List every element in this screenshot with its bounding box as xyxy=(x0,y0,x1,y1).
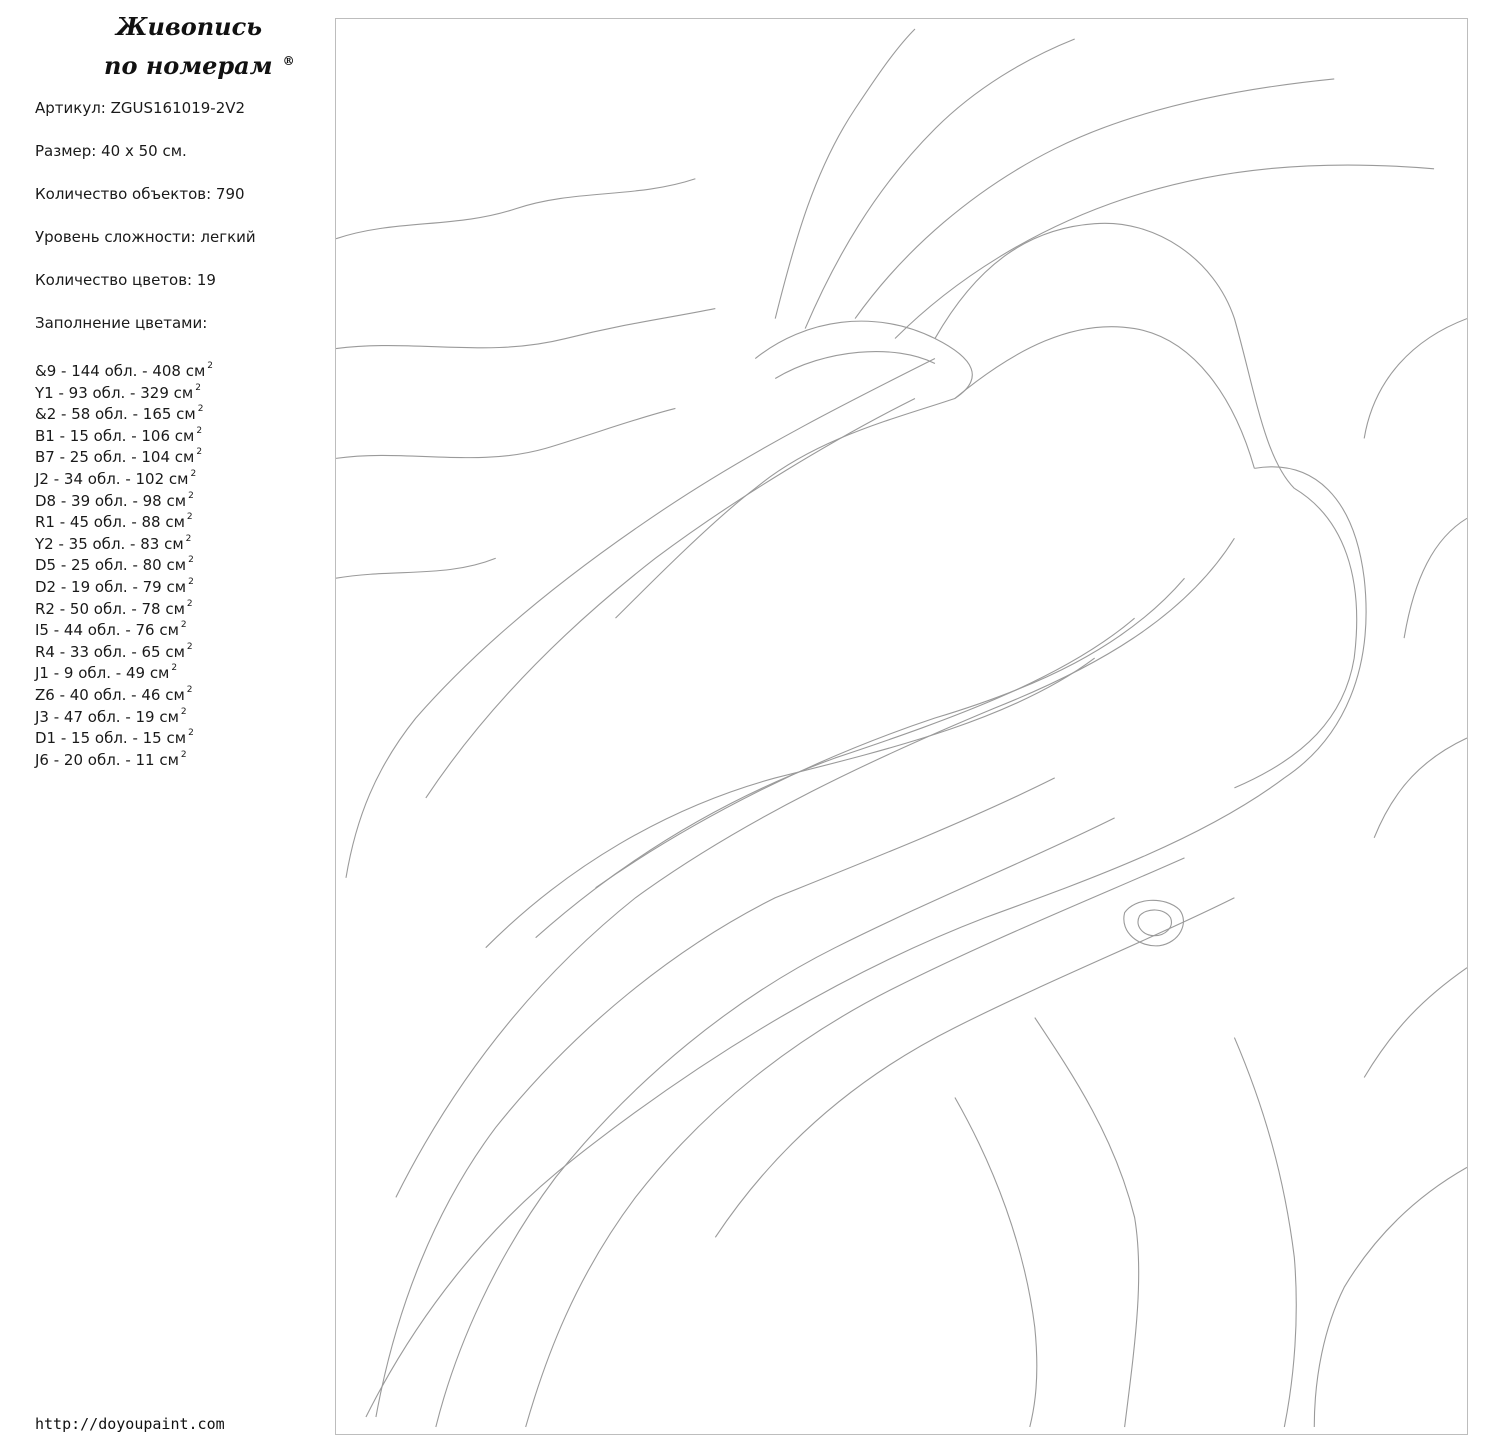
outline-bg-2 xyxy=(336,309,715,349)
outline-wing-4 xyxy=(536,618,1135,938)
legend-item xyxy=(35,380,213,402)
color-legend xyxy=(35,358,213,768)
outline-bg-5 xyxy=(1364,319,1467,439)
legend-item xyxy=(35,552,213,574)
legend-item xyxy=(35,531,213,553)
legend-item-unit-power: 2 xyxy=(180,620,187,631)
legend-item-unit-power: 2 xyxy=(188,490,194,501)
product-info xyxy=(35,98,256,356)
outline-tail-2 xyxy=(436,818,1115,1427)
outline-crest-1 xyxy=(775,29,915,319)
objects-count-text: Количество объектов: 790 xyxy=(35,185,245,203)
outline-eye-inner xyxy=(1138,910,1171,936)
outline-bg-9 xyxy=(1314,1167,1467,1427)
legend-item xyxy=(35,509,213,531)
outline-bg-1 xyxy=(336,179,695,239)
legend-item-text: Y2 - 35 обл. - 83 см xyxy=(35,534,184,553)
legend-item-text: Y1 - 93 обл. - 329 см xyxy=(35,383,194,402)
legend-item xyxy=(35,466,213,488)
legend-item xyxy=(35,704,213,726)
legend-item-text: R4 - 33 обл. - 65 см xyxy=(35,642,185,661)
legend-item-text: D2 - 19 обл. - 79 см xyxy=(35,577,187,596)
legend-item-unit-power: 2 xyxy=(186,684,193,695)
legend-item-unit-power: 2 xyxy=(185,533,192,544)
brand-line-1: Живопись xyxy=(116,12,263,41)
legend-item-unit-power: 2 xyxy=(188,576,194,587)
legend-item-text: B7 - 25 обл. - 104 см xyxy=(35,448,195,467)
outline-head-inner xyxy=(775,352,935,379)
registered-mark: ® xyxy=(282,54,295,68)
legend-item-unit-power: 2 xyxy=(186,641,193,652)
outline-wing-3 xyxy=(596,578,1185,888)
legend-item-text: &9 - 144 обл. - 408 см xyxy=(35,362,206,380)
legend-item-unit-power: 2 xyxy=(180,706,187,717)
legend-item-text: D5 - 25 обл. - 80 см xyxy=(35,556,187,575)
legend-item-text: B1 - 15 обл. - 106 см xyxy=(35,426,195,445)
outline-bg-8 xyxy=(1364,968,1467,1078)
legend-item-text: D1 - 15 обл. - 15 см xyxy=(35,729,187,748)
outline-tail-4 xyxy=(715,898,1234,1238)
legend-item xyxy=(35,682,213,704)
colors-count-text: Количество цветов: 19 xyxy=(35,271,216,289)
legend-item xyxy=(35,596,213,618)
legend-item xyxy=(35,488,213,510)
outline-bg-12 xyxy=(955,1097,1037,1427)
outline-crest-2 xyxy=(805,39,1075,329)
outline-wing-2 xyxy=(396,538,1235,1197)
legend-item-text: J3 - 47 обл. - 19 см xyxy=(35,707,179,726)
fill-title-text: Заполнение цветами: xyxy=(35,314,208,332)
brand-line-2-text: по номерам xyxy=(104,51,273,80)
legend-item xyxy=(35,660,213,682)
brand-logo xyxy=(60,10,300,83)
outline-crest-4 xyxy=(895,165,1434,339)
legend-item-text: R2 - 50 обл. - 78 см xyxy=(35,599,185,618)
legend-item xyxy=(35,725,213,747)
legend-item-text: J6 - 20 обл. - 11 см xyxy=(35,750,179,769)
legend-item xyxy=(35,423,213,445)
legend-item-text: J2 - 34 обл. - 102 см xyxy=(35,469,189,488)
legend-item xyxy=(35,401,213,423)
outline-drawing xyxy=(336,19,1467,1434)
brand-line-2 xyxy=(60,44,300,83)
legend-item xyxy=(35,617,213,639)
outline-bg-4 xyxy=(336,558,496,578)
outline-crest-3 xyxy=(855,79,1334,319)
legend-item-unit-power: 2 xyxy=(188,555,194,566)
legend-item-text: R1 - 45 обл. - 88 см xyxy=(35,513,185,532)
outline-neck-2 xyxy=(955,327,1254,469)
outline-tail-3 xyxy=(526,858,1185,1427)
outline-head xyxy=(616,321,973,618)
legend-item-unit-power: 2 xyxy=(180,749,187,760)
legend-item-unit-power: 2 xyxy=(186,512,193,523)
legend-item-unit-power: 2 xyxy=(186,598,193,609)
info-sidebar xyxy=(0,0,320,1453)
legend-item-unit-power: 2 xyxy=(190,468,197,479)
legend-item-unit-power: 2 xyxy=(196,447,203,458)
outline-left-feather-2 xyxy=(426,398,915,797)
legend-item-text: Z6 - 40 обл. - 46 см xyxy=(35,685,185,704)
outline-wing-1 xyxy=(1234,488,1356,788)
legend-item-text: J1 - 9 обл. - 49 см xyxy=(35,664,170,683)
outline-bg-11 xyxy=(1234,1038,1296,1427)
site-link[interactable]: http://doyoupaint.com xyxy=(35,1415,225,1433)
outline-bg-10 xyxy=(1035,1018,1139,1427)
difficulty-text: Уровень сложности: легкий xyxy=(35,228,256,246)
legend-item xyxy=(35,747,213,769)
article-text: Артикул: ZGUS161019-2V2 xyxy=(35,99,246,117)
legend-item xyxy=(35,639,213,661)
outline-bg-6 xyxy=(1404,518,1467,638)
outline-eye xyxy=(1124,900,1184,946)
outline-bg-7 xyxy=(1374,738,1467,838)
legend-item-unit-power: 2 xyxy=(207,361,214,371)
legend-item-text: I5 - 44 обл. - 76 см xyxy=(35,621,179,640)
legend-item-unit-power: 2 xyxy=(197,404,204,415)
legend-item-unit-power: 2 xyxy=(171,663,178,674)
legend-item-text: D8 - 39 обл. - 98 см xyxy=(35,491,187,510)
legend-item-unit-power: 2 xyxy=(188,728,194,739)
outline-body xyxy=(366,467,1366,1417)
outline-bg-3 xyxy=(336,408,675,458)
size-text: Размер: 40 х 50 см. xyxy=(35,142,187,160)
legend-item xyxy=(35,574,213,596)
legend-item xyxy=(35,358,213,380)
legend-item-text: &2 - 58 обл. - 165 см xyxy=(35,405,196,424)
outline-tail-1 xyxy=(376,778,1055,1417)
legend-item-unit-power: 2 xyxy=(196,425,203,436)
legend-item xyxy=(35,444,213,466)
legend-item-unit-power: 2 xyxy=(195,382,201,393)
outline-left-feather xyxy=(346,359,935,878)
paint-canvas xyxy=(335,18,1468,1435)
